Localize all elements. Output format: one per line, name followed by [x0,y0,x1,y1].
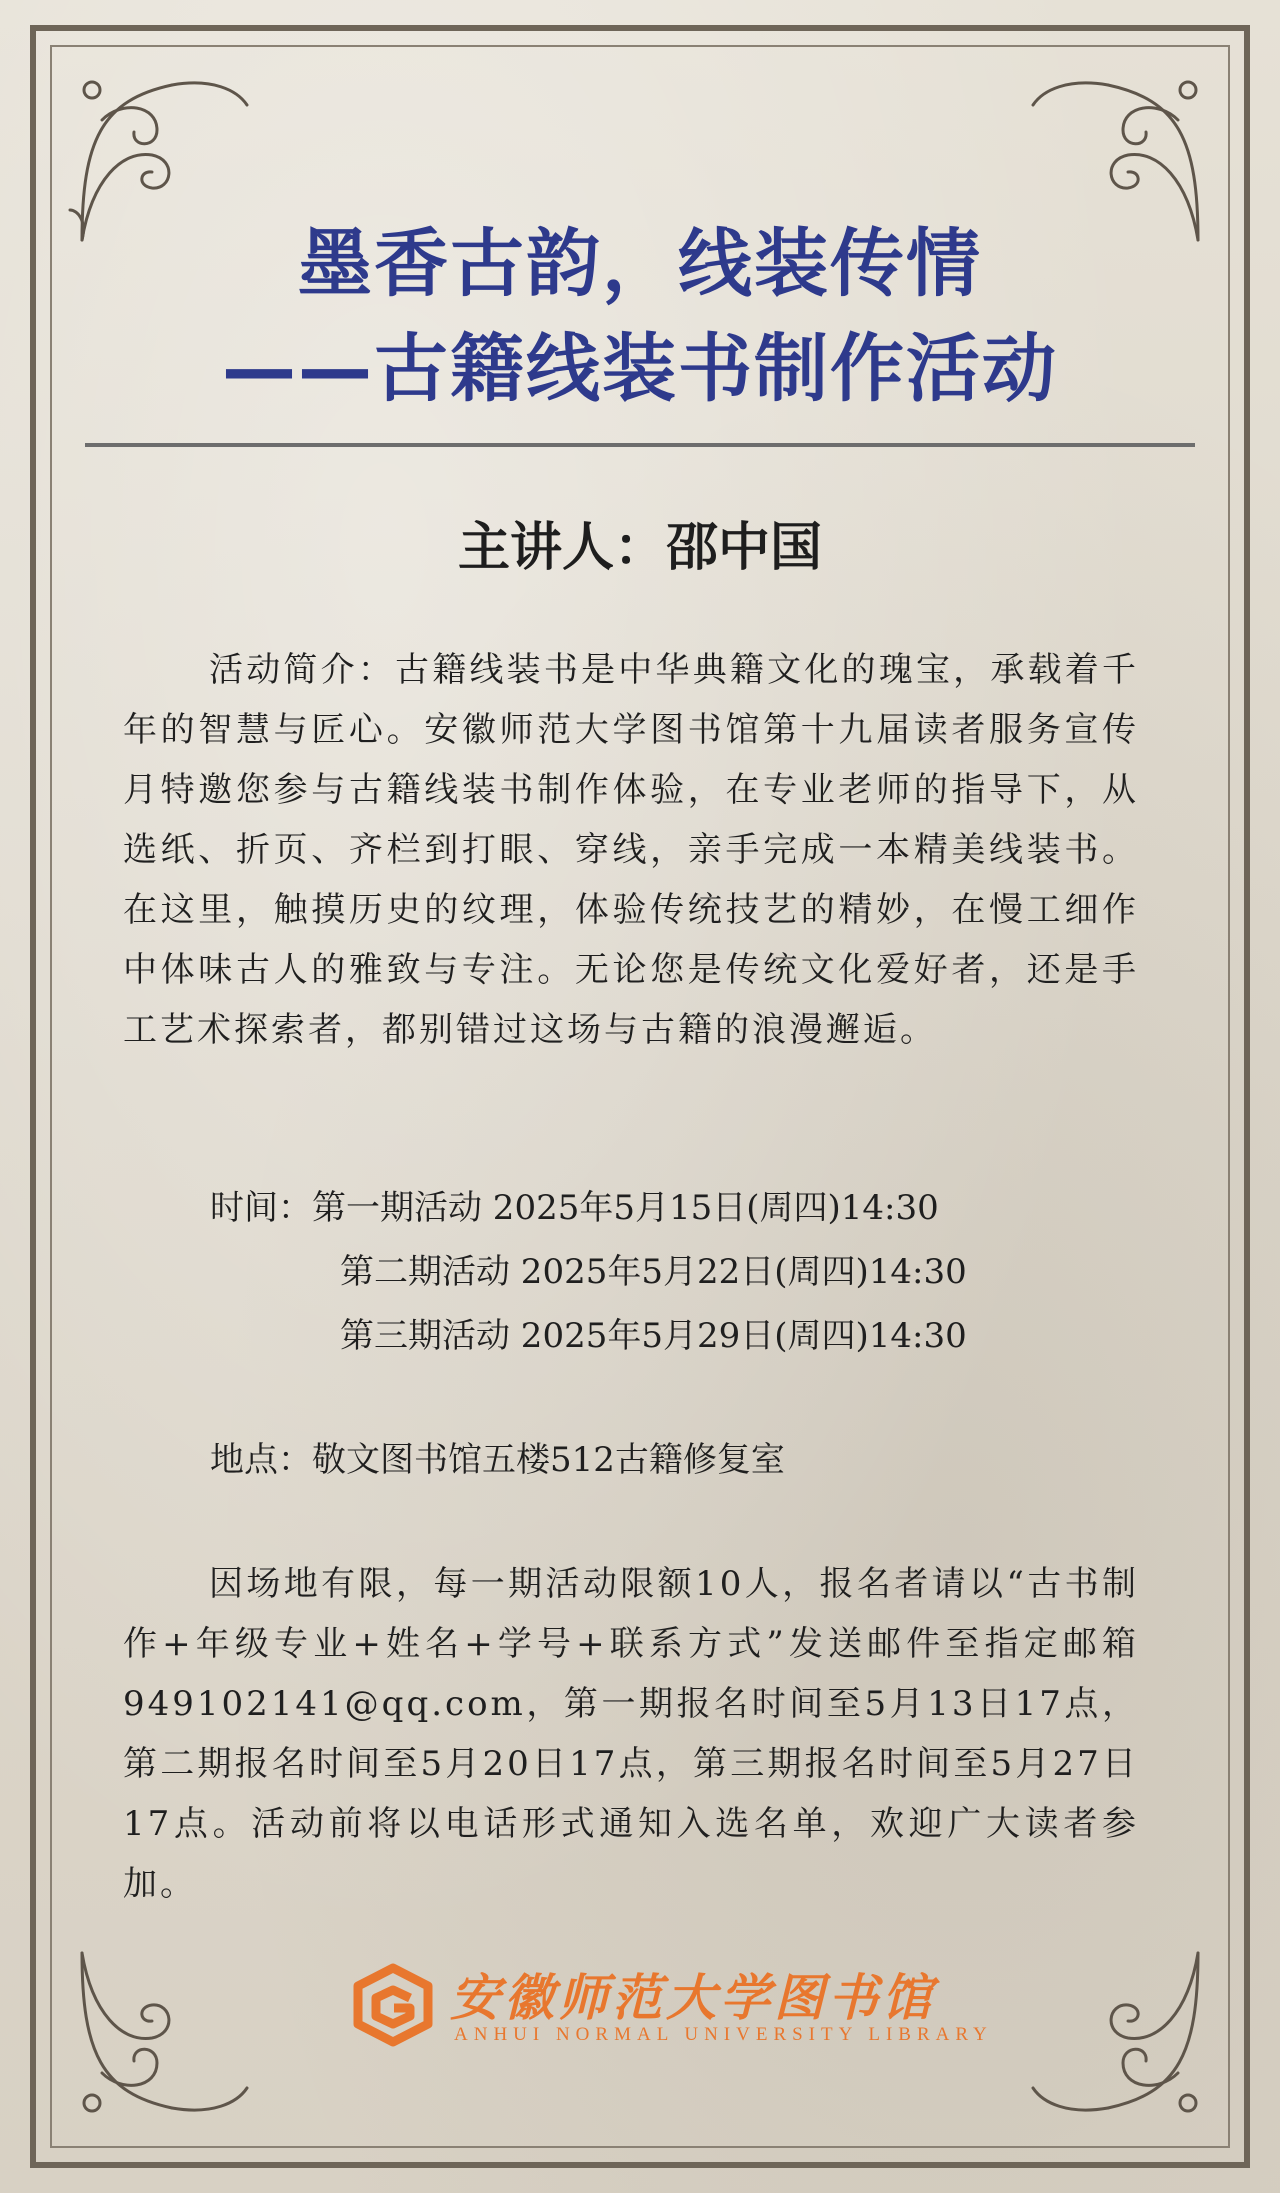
schedule-row [340,1304,967,1368]
corner-ornament-icon [1018,1933,1218,2133]
schedule-session-2: 第二期活动 2025年5月22日(周四)14:30 [340,1252,967,1292]
schedule-session-3: 第三期活动 2025年5月29日(周四)14:30 [340,1316,967,1356]
registration-notice: 因场地有限，每一期活动限额10人，报名者请以“古书制作+年级专业+姓名+学号+联系方式”发送邮件至指定邮箱949102141@qq.com，第一期报名时间至5月13日17点，第二期报名时间至5月20日17点，第三期报名时间至5月27日17点。活动前将以电话形式通知入选名单，欢迎广大读者参加。 [123,1564,1139,1904]
intro-paragraph: 活动简介：古籍线装书是中华典籍文化的瑰宝，承载着千年的智慧与匠心。安徽师范大学图书馆第十九届读者服务宣传月特邀您参与古籍线装书制作体验，在专业老师的指导下，从选纸、折页、齐栏到打眼、穿线，亲手完成一本精美线装书。在这里，触摸历史的纹理，体验传统技艺的精妙，在慢工细作中体味古人的雅致与专注。无论您是传统文化爱好者，还是手工艺术探索者，都别错过这场与古籍的浪漫邂逅。 [123,650,1139,1050]
title-line-2: ——古籍线装书制作活动 [222,326,1058,412]
speaker-heading: 主讲人：邵中国 [457,518,822,578]
location-line: 地点：敬文图书馆五楼512古籍修复室 [210,1440,785,1480]
schedule-block [210,1176,967,1368]
title-line-1: 墨香古韵，线装传情 [298,221,982,307]
library-name-cn: 安徽师范大学图书馆 [450,1968,936,2027]
schedule-row [210,1176,967,1240]
corner-ornament-icon [62,1933,262,2133]
schedule-label: 时间： [210,1188,312,1228]
library-logo-icon [350,1962,436,2048]
title-divider [85,443,1195,447]
library-logo [350,1950,993,2060]
schedule-row [340,1240,967,1304]
schedule-session-1: 第一期活动 2025年5月15日(周四)14:30 [312,1188,939,1228]
library-name-en: ANHUI NORMAL UNIVERSITY LIBRARY [454,2024,993,2045]
